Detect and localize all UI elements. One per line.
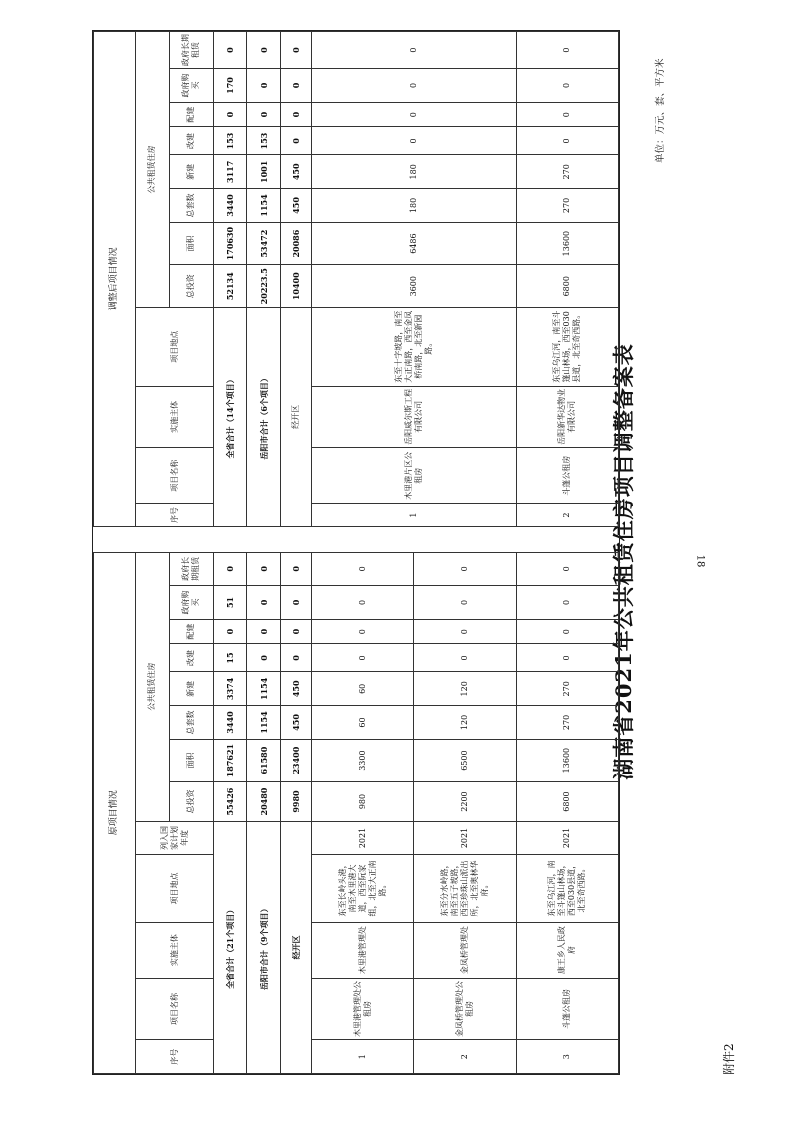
cell: 0: [214, 619, 247, 644]
cell: 木里港管理处: [311, 922, 413, 978]
cell: 0: [516, 552, 618, 586]
cell: 0: [214, 102, 247, 127]
cell: 0: [280, 69, 311, 103]
header-rental-adj: 公共租赁住房: [136, 32, 169, 308]
cell: 20086: [280, 222, 311, 265]
cell: 51: [214, 586, 247, 620]
cell: 6800: [516, 265, 618, 308]
attachment-label: 附件2: [722, 1043, 736, 1075]
table-row: [311, 32, 413, 1074]
cell: 187621: [214, 739, 247, 782]
header-units-adj: 总套数: [169, 189, 213, 223]
cell: 斗蓬公租房: [516, 978, 618, 1040]
header-lease-adj: 政府长期租赁: [169, 32, 213, 69]
cell: 450: [280, 706, 311, 740]
cell: 180: [311, 189, 516, 223]
cell: 153: [247, 127, 280, 155]
cell: 0: [280, 586, 311, 620]
header-entity-adj: 实施主体: [136, 386, 214, 448]
cell: 0: [414, 586, 516, 620]
header-location: 项目地点: [136, 855, 214, 922]
cell: 0: [516, 586, 618, 620]
cell: 3374: [214, 672, 247, 706]
cell: 0: [214, 552, 247, 586]
header-units: 总套数: [169, 706, 213, 740]
cell: 52134: [214, 265, 247, 308]
cell: 0: [311, 102, 516, 127]
cell: 450: [280, 672, 311, 706]
cell: 3: [516, 1040, 618, 1074]
adjustment-table: [92, 30, 620, 1075]
cell: 450: [280, 155, 311, 189]
header-purchase: 政府购买: [169, 586, 213, 620]
header-seq: 序号: [136, 1040, 214, 1074]
cell: 3440: [214, 189, 247, 223]
header-allocate: 配建: [169, 619, 213, 644]
header-renovate: 改建: [169, 644, 213, 672]
cell: 0: [311, 127, 516, 155]
cell: 东至长岭头港，南至木里港大道，西至阮家组，北至大正南路。: [311, 855, 413, 922]
cell: 6800: [516, 782, 618, 821]
table-row: [516, 32, 618, 1074]
cell: 2021: [414, 821, 516, 855]
cell: 450: [280, 189, 311, 223]
cell: 6486: [311, 222, 516, 265]
cell: 1154: [247, 672, 280, 706]
cell: 3300: [311, 739, 413, 782]
cell: 170: [214, 69, 247, 103]
cell: 23400: [280, 739, 311, 782]
cell: 3117: [214, 155, 247, 189]
table-row: [280, 32, 311, 1074]
cell: 180: [311, 155, 516, 189]
cell: 岳阳新华达物业有限公司: [516, 386, 618, 448]
table-row: [247, 32, 280, 1074]
cell: 13600: [516, 222, 618, 265]
cell: 2021: [311, 821, 413, 855]
cell: 0: [311, 644, 413, 672]
table-row: [214, 32, 247, 1074]
header-area: 面积: [169, 739, 213, 782]
cell: 东至乌江河，南至斗篷山林场，西至030县道，北至奇西路。: [516, 308, 618, 387]
header-plan-year: 列入国家计划年度: [136, 821, 214, 855]
cell: 2021: [516, 821, 618, 855]
cell: 270: [516, 706, 618, 740]
cell: 0: [311, 619, 413, 644]
cell: 0: [247, 619, 280, 644]
cell: 120: [414, 706, 516, 740]
cell: 170630: [214, 222, 247, 265]
cell: 岳阳威尔斯工程有限公司: [311, 386, 516, 448]
header-investment: 总投资: [169, 782, 213, 821]
header-allocate-adj: 配建: [169, 102, 213, 127]
cell: 0: [311, 32, 516, 69]
cell: 6500: [414, 739, 516, 782]
province-total-label: 全省合计（21个项目）: [214, 821, 247, 1073]
header-renovate-adj: 改建: [169, 127, 213, 155]
cell: 0: [516, 102, 618, 127]
cell: 0: [214, 32, 247, 69]
city-total-label-adj: 岳阳市合计（6个项目）: [247, 308, 280, 527]
cell: 0: [516, 127, 618, 155]
cell: 53472: [247, 222, 280, 265]
cell: 东至乌江河，南至斗篷山林场，西至030县道，北至奇西路。: [516, 855, 618, 922]
cell: 金凤桥管理处公租房: [414, 978, 516, 1040]
cell: 0: [247, 102, 280, 127]
cell: 1001: [247, 155, 280, 189]
page-number: 18: [694, 554, 706, 568]
cell: 0: [280, 32, 311, 69]
header-new: 新建: [169, 672, 213, 706]
cell: 0: [516, 644, 618, 672]
header-purchase-adj: 政府购买: [169, 69, 213, 103]
section-adjusted: 调整后项目情况: [94, 32, 136, 527]
cell: 0: [414, 552, 516, 586]
header-area-adj: 面积: [169, 222, 213, 265]
cell: 980: [311, 782, 413, 821]
header-new-adj: 新建: [169, 155, 213, 189]
cell: 0: [247, 69, 280, 103]
cell: 0: [280, 619, 311, 644]
cell: 2: [414, 1040, 516, 1074]
unit-note: 单位：万元、套、平方米: [655, 58, 666, 163]
cell: 153: [214, 127, 247, 155]
header-name: 项目名称: [136, 978, 214, 1040]
cell: 0: [516, 619, 618, 644]
cell: 20480: [247, 782, 280, 821]
cell: 60: [311, 706, 413, 740]
cell: 康王乡人民政府: [516, 922, 618, 978]
page-title: 湖南省2021年公共租赁住房项目调整备案表: [611, 343, 636, 780]
header-seq-adj: 序号: [136, 504, 214, 526]
cell: 0: [247, 32, 280, 69]
header-lease: 政府长期租赁: [169, 552, 213, 586]
cell: 0: [247, 586, 280, 620]
cell: 3440: [214, 706, 247, 740]
cell: 0: [247, 552, 280, 586]
cell: 1154: [247, 706, 280, 740]
cell: 0: [280, 102, 311, 127]
header-rental: 公共租赁住房: [136, 552, 169, 821]
cell: 0: [414, 619, 516, 644]
province-total-label-adj: 全省合计（14个项目）: [214, 308, 247, 527]
cell: 1: [311, 504, 516, 526]
cell: 3600: [311, 265, 516, 308]
cell: 0: [311, 552, 413, 586]
cell: 0: [516, 69, 618, 103]
cell: 61580: [247, 739, 280, 782]
cell: 0: [516, 32, 618, 69]
cell: 2: [516, 504, 618, 526]
header-name-adj: 项目名称: [136, 448, 214, 504]
cell: 270: [516, 189, 618, 223]
cell: 15: [214, 644, 247, 672]
cell: 0: [280, 552, 311, 586]
cell: 0: [414, 644, 516, 672]
cell: 0: [247, 644, 280, 672]
cell: 1154: [247, 189, 280, 223]
header-location-adj: 项目地点: [136, 308, 214, 387]
header-investment-adj: 总投资: [169, 265, 213, 308]
header-entity: 实施主体: [136, 922, 214, 978]
cell: 2200: [414, 782, 516, 821]
cell: 270: [516, 155, 618, 189]
cell: 270: [516, 672, 618, 706]
cell: 20223.5: [247, 265, 280, 308]
district-label-adj: 经开区: [280, 308, 311, 527]
city-total-label: 岳阳市合计（9个项目）: [247, 821, 280, 1073]
section-original: 原项目情况: [94, 552, 136, 1073]
cell: 0: [311, 586, 413, 620]
cell: 木里港片区公租房: [311, 448, 516, 504]
cell: 55426: [214, 782, 247, 821]
cell: 120: [414, 672, 516, 706]
district-label: 经开区: [280, 821, 311, 1073]
cell: 斗蓬公租房: [516, 448, 618, 504]
cell: 60: [311, 672, 413, 706]
cell: 1: [311, 1040, 413, 1074]
cell: 东至十字坡路，南至大正南路，西至金凤桥南路，北至新园路。: [311, 308, 516, 387]
cell: 9980: [280, 782, 311, 821]
cell: 金凤桥管理处: [414, 922, 516, 978]
cell: 木里港管理处公租房: [311, 978, 413, 1040]
cell: 东至分水岭路，南至五子坡路，西至珍珠山派出所，北至奥林华府。: [414, 855, 516, 922]
cell: 0: [280, 644, 311, 672]
cell: 10400: [280, 265, 311, 308]
cell: 13600: [516, 739, 618, 782]
cell: 0: [280, 127, 311, 155]
cell: 0: [311, 69, 516, 103]
